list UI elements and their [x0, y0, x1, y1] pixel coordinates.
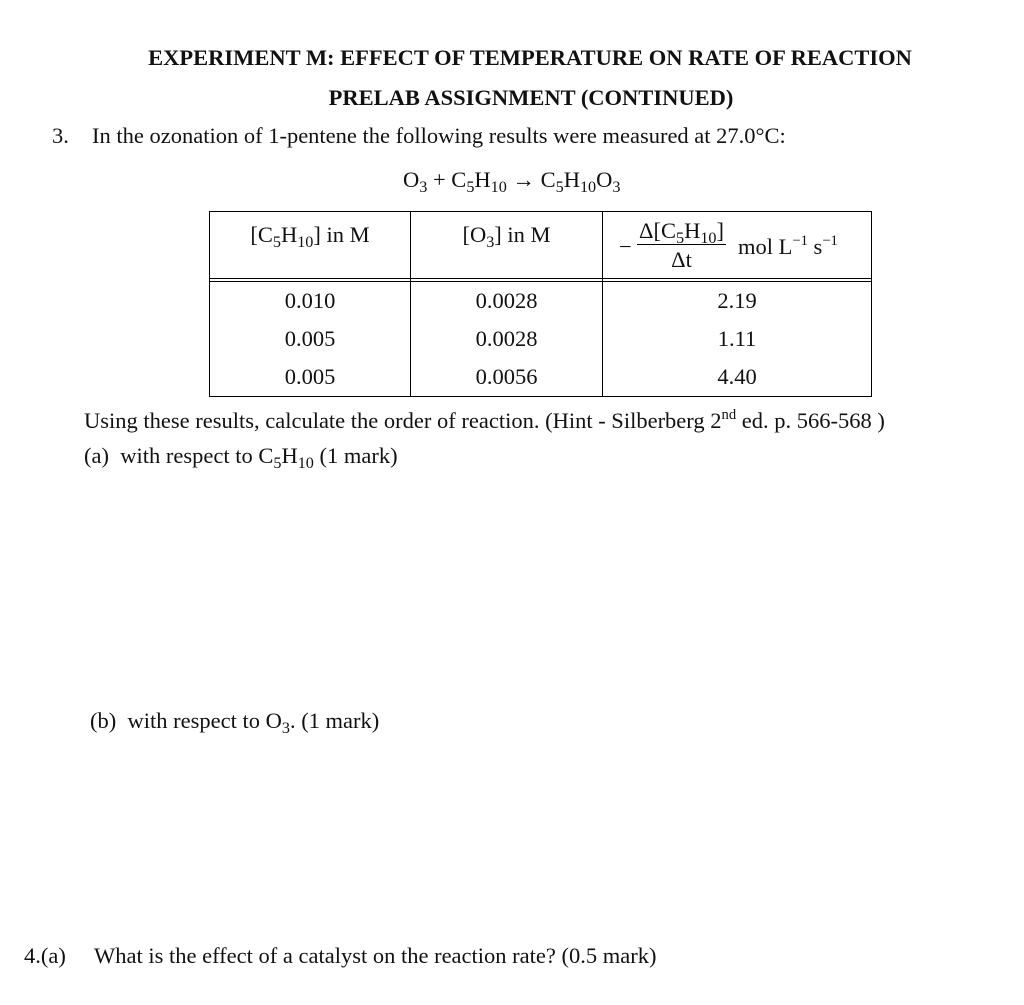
cell-rate: 1.11	[603, 320, 872, 358]
cell-rate: 2.19	[603, 282, 872, 321]
page-subtitle: PRELAB ASSIGNMENT (CONTINUED)	[328, 85, 734, 110]
table-row	[210, 282, 872, 321]
cell-o3: 0.0028	[411, 282, 603, 321]
part-b: (b) with respect to $O_3$. (1 mark)	[90, 708, 380, 737]
header-rate: − $\frac{\Delta[C_5H_{10}]}{\Delta t}$ mol $L^{-1}$ $s^{-1}$	[603, 212, 872, 279]
header-c5h10-concentration: $[C_5H_{10}]$ in M	[210, 212, 411, 279]
part-a: (a) with respect to $C_5H_{10}$ (1 mark)	[84, 443, 398, 472]
cell-c5h10: 0.005	[210, 358, 411, 397]
part-a-label: (a)	[84, 443, 109, 468]
results-table	[209, 211, 872, 397]
question-3-number: 3.	[52, 123, 69, 148]
question-4-label: 4.(a)	[24, 943, 66, 968]
rate-fraction: $\frac{\Delta[C_5H_{10}]}{\Delta t}$	[639, 218, 725, 272]
table-row	[210, 320, 872, 358]
cell-o3: 0.0028	[411, 320, 603, 358]
header-o3-concentration: $[O_3]$ in M	[411, 212, 603, 279]
reaction-equation: $O_3 + C_5H_{10} \to C_5H_{10}O_3$	[403, 167, 621, 196]
table-header-row	[210, 212, 872, 279]
cell-rate: 4.40	[603, 358, 872, 397]
table-row	[210, 358, 872, 397]
part-b-label: (b)	[90, 708, 117, 733]
cell-o3: 0.0056	[411, 358, 603, 397]
page-title: EXPERIMENT M: EFFECT OF TEMPERATURE ON RATE OF REACTION	[148, 45, 912, 70]
instruction-text: Using these results, calculate the order of reaction. (Hint - Silberberg 2nd ed. p. 566-568 )	[84, 407, 885, 433]
rate-units: mol $L^{-1}$ $s^{-1}$	[738, 233, 838, 259]
cell-c5h10: 0.005	[210, 320, 411, 358]
question-4-text: What is the effect of a catalyst on the reaction rate? (0.5 mark)	[94, 943, 657, 968]
question-3-text: In the ozonation of 1-pentene the following results were measured at 27.0°C:	[92, 123, 786, 148]
cell-c5h10: 0.010	[210, 282, 411, 321]
